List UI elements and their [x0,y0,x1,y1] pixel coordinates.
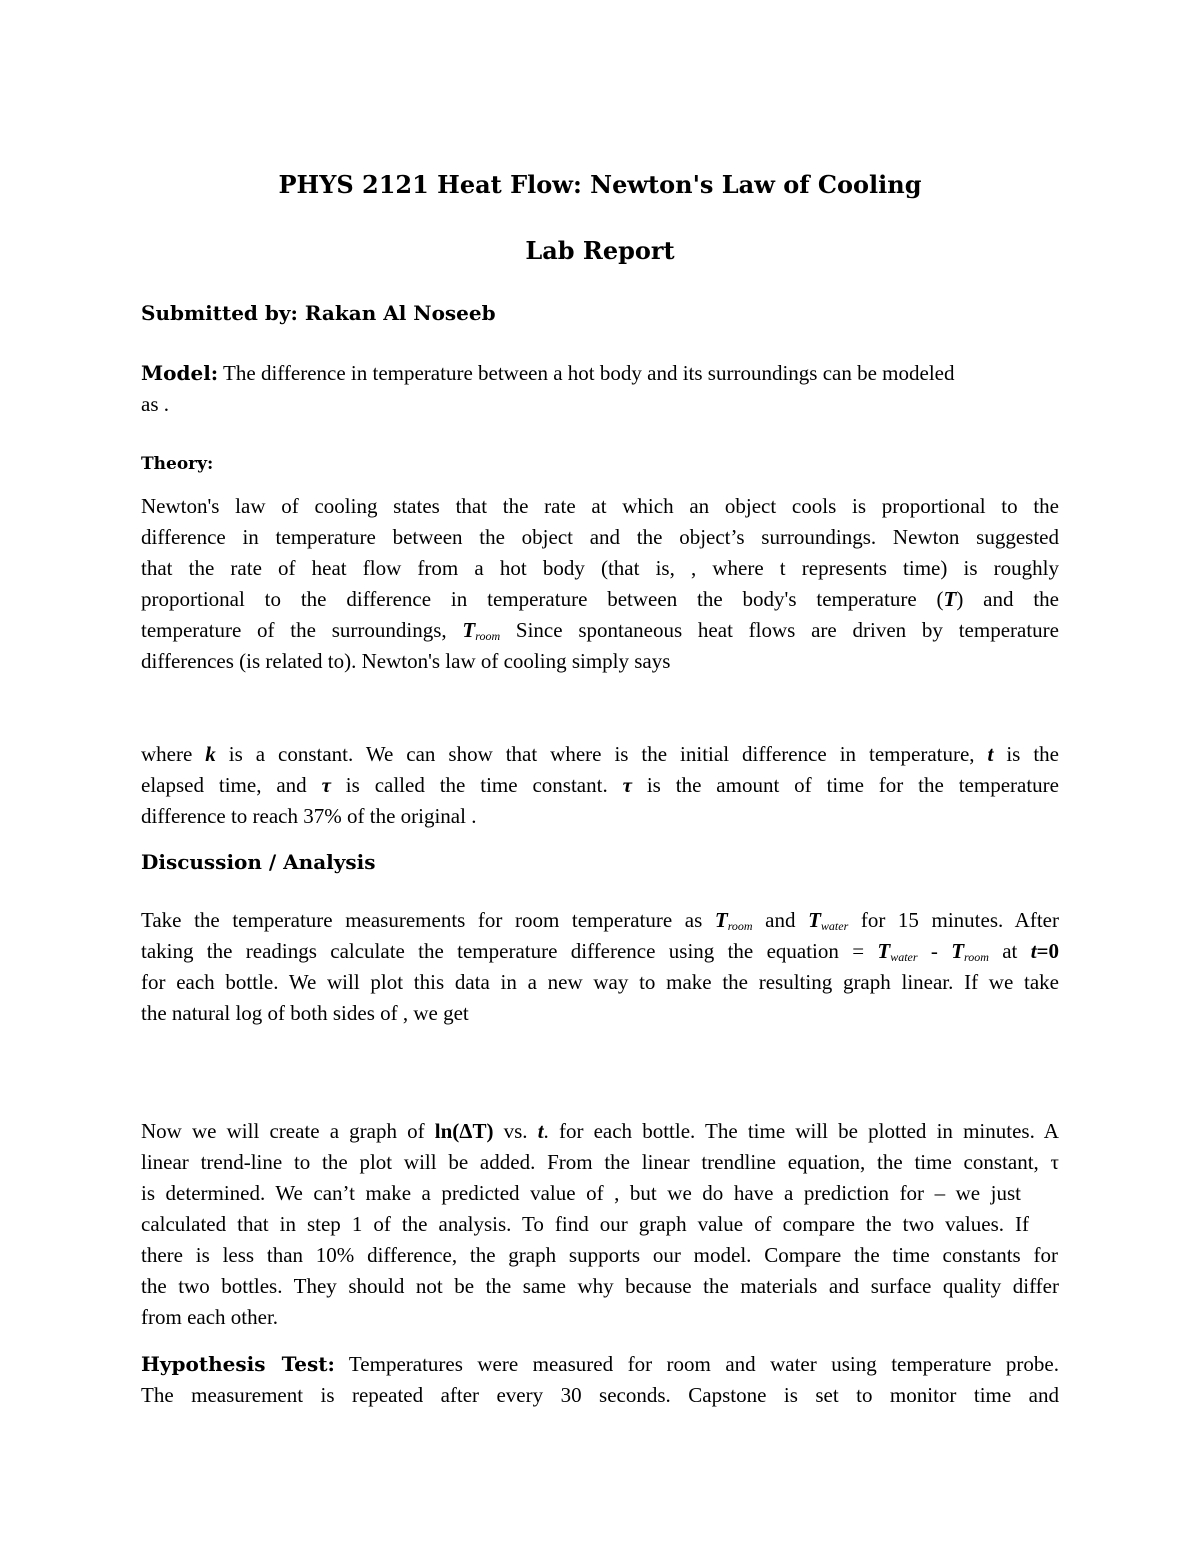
model-line-1 [141,358,1059,389]
discussion-line-5 [141,1116,1059,1147]
discussion-line-11: from each other. [141,1305,279,1329]
theory-line-8 [141,770,1059,801]
theory-line-9: difference to reach 37% of the original . [141,804,477,828]
discussion-text: - [917,939,952,963]
submitted-name: Rakan Al Noseeb [304,301,496,325]
model-line-2: as . [141,392,169,416]
var-T-water: T [808,908,821,932]
discussion-text: taking the readings calculate the temperature difference using the equation = [141,939,878,963]
theory-text: proportional to the difference in temperature between the body's temperature ( [141,587,944,611]
document-subtitle: Lab Report [525,236,675,265]
theory-text: is called the time constant. [330,773,623,797]
discussion-text: . for each bottle. The time will be plotted in minutes. A [543,1119,1059,1143]
discussion-line-10: the two bottles. They should not be the same why because the materials and surface quality differ [141,1274,1059,1298]
discussion-line-6: linear trend-line to the plot will be added. From the linear trendline equation, the time constant, τ [141,1150,1059,1174]
var-T-room: T [951,939,965,963]
discussion-line-9: there is less than 10% difference, the graph supports our model. Compare the time constants for [141,1243,1058,1267]
hypothesis-text: Temperatures were measured for room and water using temperature probe. [334,1352,1059,1376]
theory-line-2: difference in temperature between the object and the object’s surroundings. Newton suggested [141,525,1059,549]
discussion-text: Take the temperature measurements for room temperature as [141,908,715,932]
hypothesis-line-1 [141,1349,1059,1380]
theory-text: is the amount of time for the temperature [631,773,1059,797]
discussion-text: Now we will create a graph of [141,1119,435,1143]
discussion-line-8: calculated that in step 1 of the analysis. To find our graph value of compare the two values. If [141,1212,1029,1236]
theory-text: ) and the [956,587,1059,611]
theory-line-7 [141,739,1059,770]
subscript-room: room [727,919,753,933]
var-t: t [537,1119,544,1143]
var-T-room: T [462,618,476,642]
model-text: The difference in temperature between a hot body and its surroundings can be modeled [223,361,955,385]
var-T: T [943,587,957,611]
discussion-text: vs. [493,1119,538,1143]
discussion-line-7: is determined. We can’t make a predicted value of , but we do have a prediction for – we just [141,1181,1021,1205]
var-tau: τ [321,773,331,797]
theory-label: Theory: [141,454,214,474]
hypothesis-label: Hypothesis Test: [141,1352,335,1376]
discussion-heading: Discussion / Analysis [141,850,376,874]
theory-line-3: that the rate of heat flow from a hot body (that is, , where t represents time) is roughly [141,556,1059,580]
subscript-room: room [475,629,501,643]
var-t: t [987,742,994,766]
model-label: Model: [141,361,219,385]
var-t: t [1030,939,1037,963]
ln-delta-T: ln(ΔT) [434,1119,494,1143]
submitted-by-line [141,298,1059,329]
theory-text: where [141,742,206,766]
document-title: PHYS 2121 Heat Flow: Newton's Law of Cooling [278,170,922,199]
var-k: k [205,742,216,766]
discussion-text: =0 [1036,939,1060,963]
hypothesis-line-2: The measurement is repeated after every 30 seconds. Capstone is set to monitor time and [141,1383,1059,1407]
discussion-line-3: for each bottle. We will plot this data in a new way to make the resulting graph linear. If we take [141,970,1059,994]
theory-text: is a constant. We can show that where is the initial difference in temperature, [215,742,988,766]
subscript-room: room [964,950,989,964]
var-T-room: T [714,908,728,932]
var-tau: τ [622,773,632,797]
theory-text: is the [993,742,1059,766]
submitted-label: Submitted by: [141,301,298,325]
discussion-line-4: the natural log of both sides of , we get [141,1001,469,1025]
subscript-water: water [820,919,849,933]
discussion-text: at [988,939,1031,963]
subscript-water: water [890,950,918,964]
discussion-text: and [752,908,809,932]
theory-text: elapsed time, and [141,773,322,797]
theory-text: Since spontaneous heat flows are driven by temperature [500,618,1059,642]
theory-line-4 [141,584,1059,615]
theory-line-1: Newton's law of cooling states that the rate at which an object cools is proportional to the [141,494,1059,518]
theory-line-6: differences (is related to). Newton's law of cooling simply says [141,649,671,673]
discussion-text: for 15 minutes. After [848,908,1059,932]
theory-text: temperature of the surroundings, [141,618,463,642]
var-T-water: T [877,939,891,963]
